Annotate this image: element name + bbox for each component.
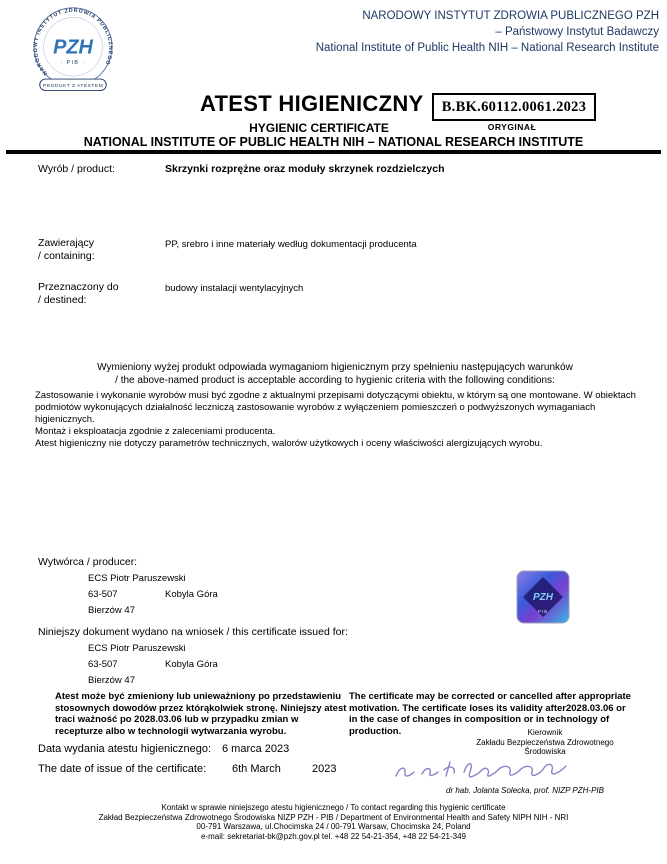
- header: [119, 8, 659, 56]
- product-label: Wyrób / product:: [38, 163, 115, 175]
- svg-text:PZH: PZH: [533, 592, 553, 603]
- destined-label: [38, 281, 119, 307]
- logo-sub-text: · PIB ·: [60, 59, 86, 66]
- footer-line-2: Zakład Bezpieczeństwa Zdrowotnego Środowiska NIZP PZH - PIB / Department of Environmental Health and Safety NIPH NIH - NRI: [98, 812, 569, 822]
- conditions-intro-pl: Wymieniony wyżej produkt odpowiada wymaganiom higienicznym przy spełnieniu następujących warunków: [97, 362, 573, 373]
- condition-item: Atest higieniczny nie dotyczy parametrów technicznych, walorów użytkowych i oceny właściwości alergizujących wyrobu.: [35, 438, 543, 449]
- conditions-intro: [30, 362, 640, 387]
- issued-for-city: Kobyla Góra: [165, 659, 218, 670]
- issued-for-postal: 63-507: [88, 659, 118, 670]
- issued-for-label: Niniejszy dokument wydano na wniosek / this certificate issued for:: [38, 626, 348, 638]
- logo-ring-text: NARODOWY INSTYTUT ZDROWIA PUBLICZNEGO: [32, 7, 114, 77]
- containing-label-pl: Zawierający: [38, 237, 95, 249]
- issue-date-value-en-year: 2023: [312, 763, 337, 775]
- conditions-intro-en: / the above-named product is acceptable according to hygienic criteria with the following conditions:: [115, 374, 555, 386]
- institute-logo-stamp: [16, 4, 130, 104]
- original-label: ORYGINAŁ: [487, 122, 537, 132]
- logo-banner-text: PRODUKT Z ATESTEM: [42, 84, 104, 90]
- footer-line-1: Kontakt w sprawie niniejszego atestu higienicznego / To contact regarding this hygienic certificate: [161, 803, 506, 812]
- institute-logo-icon: [16, 4, 130, 99]
- footer: [0, 803, 667, 841]
- producer-city: Kobyla Góra: [165, 589, 218, 600]
- containing-label: [38, 237, 95, 263]
- subtitle-en: HYGIENIC CERTIFICATE: [249, 121, 389, 135]
- page-title: ATEST HIGIENICZNY: [200, 91, 424, 116]
- destined-value: budowy instalacji wentylacyjnych: [165, 283, 304, 294]
- producer-street: Bierzów 47: [88, 605, 135, 616]
- header-line-3: National Institute of Public Health NIH – National Research Institute: [315, 42, 659, 54]
- product-value: Skrzynki rozprężne oraz moduły skrzynek rozdzielczych: [165, 163, 445, 175]
- producer-postal: 63-507: [88, 589, 118, 600]
- producer-label: Wytwórca / producer:: [38, 556, 138, 568]
- producer-name: ECS Piotr Paruszewski: [88, 573, 186, 584]
- validity-text-en: The certificate may be corrected or cancelled after appropriate motivation. The certificate loses its validity after2028.03.06 or in the case of changes in composition or in technology of production.: [349, 691, 631, 737]
- condition-item: Zastosowanie i wykonanie wyrobów musi być zgodne z aktualnymi przepisami dotyczącymi obiektu, w którym są one montowane. W obiektach podmiotów wykonujących działalność leczniczą zastosowanie wyrobów z wyłączeniem pomieszczeń o podwyższonych wymaganiach higienicznych.: [35, 390, 636, 425]
- certificate-number-box: [432, 93, 596, 121]
- validity-text-pl: Atest może być zmieniony lub unieważniony po przedstawieniu stosownych dowodów przez którąkolwiek stronę. Niniejszy atest traci ważność po 2028.03.06 lub w przypadku zmian w recepturze albo w technologii wytwarzania wyrobu.: [55, 691, 347, 737]
- header-line-2: – Państwowy Instytut Badawczy: [495, 26, 659, 38]
- holographic-sticker-icon: [516, 570, 570, 624]
- logo-center-text: PZH: [53, 36, 93, 59]
- signature-role-3: Środowiska: [524, 747, 566, 756]
- containing-value: PP, srebro i inne materiały według dokumentacji producenta: [165, 239, 417, 250]
- conditions-body: [35, 390, 641, 450]
- issued-for-street: Bierzów 47: [88, 675, 135, 686]
- holographic-sticker: [516, 570, 570, 629]
- destined-label-pl: Przeznaczony do: [38, 281, 119, 293]
- footer-line-4: e-mail: sekretariat-bk@pzh.gov.pl tel. +48 22 54-21-354, +48 22 54-21-349: [200, 831, 467, 841]
- signature-role-1: Kierownik: [527, 728, 563, 737]
- signature-handwriting-icon: [392, 752, 578, 786]
- issue-date-label-pl: Data wydania atestu higienicznego:: [38, 743, 212, 755]
- header-line-1: NARODOWY INSTYTUT ZDROWIA PUBLICZNEGO PZH: [362, 10, 659, 22]
- issue-date-value-pl: 6 marca 2023: [222, 743, 290, 755]
- signature-name: dr hab. Jolanta Solecka, prof. NIZP PZH-PIB: [446, 786, 604, 795]
- header-rule: [6, 150, 661, 154]
- certificate-number: B.BK.60112.0061.2023: [441, 98, 587, 115]
- institute-line: NATIONAL INSTITUTE OF PUBLIC HEALTH NIH – NATIONAL RESEARCH INSTITUTE: [83, 135, 584, 149]
- issue-date-value-en-month: 6th March: [232, 763, 281, 775]
- issued-for-name: ECS Piotr Paruszewski: [88, 643, 186, 654]
- condition-item: Montaż i eksploatacja zgodnie z zaleceniami producenta.: [35, 426, 276, 437]
- destined-label-en: / destined:: [38, 294, 87, 306]
- signature-role-2: Zakładu Bezpieczeństwa Zdrowotnego: [476, 737, 614, 747]
- containing-label-en: / containing:: [38, 250, 95, 262]
- issue-date-label-en: The date of issue of the certificate:: [38, 763, 207, 775]
- footer-line-3: 00-791 Warszawa, ul.Chocimska 24 / 00-791 Warsaw, Chocimska 24, Poland: [196, 822, 471, 832]
- svg-text:PIB: PIB: [537, 609, 549, 614]
